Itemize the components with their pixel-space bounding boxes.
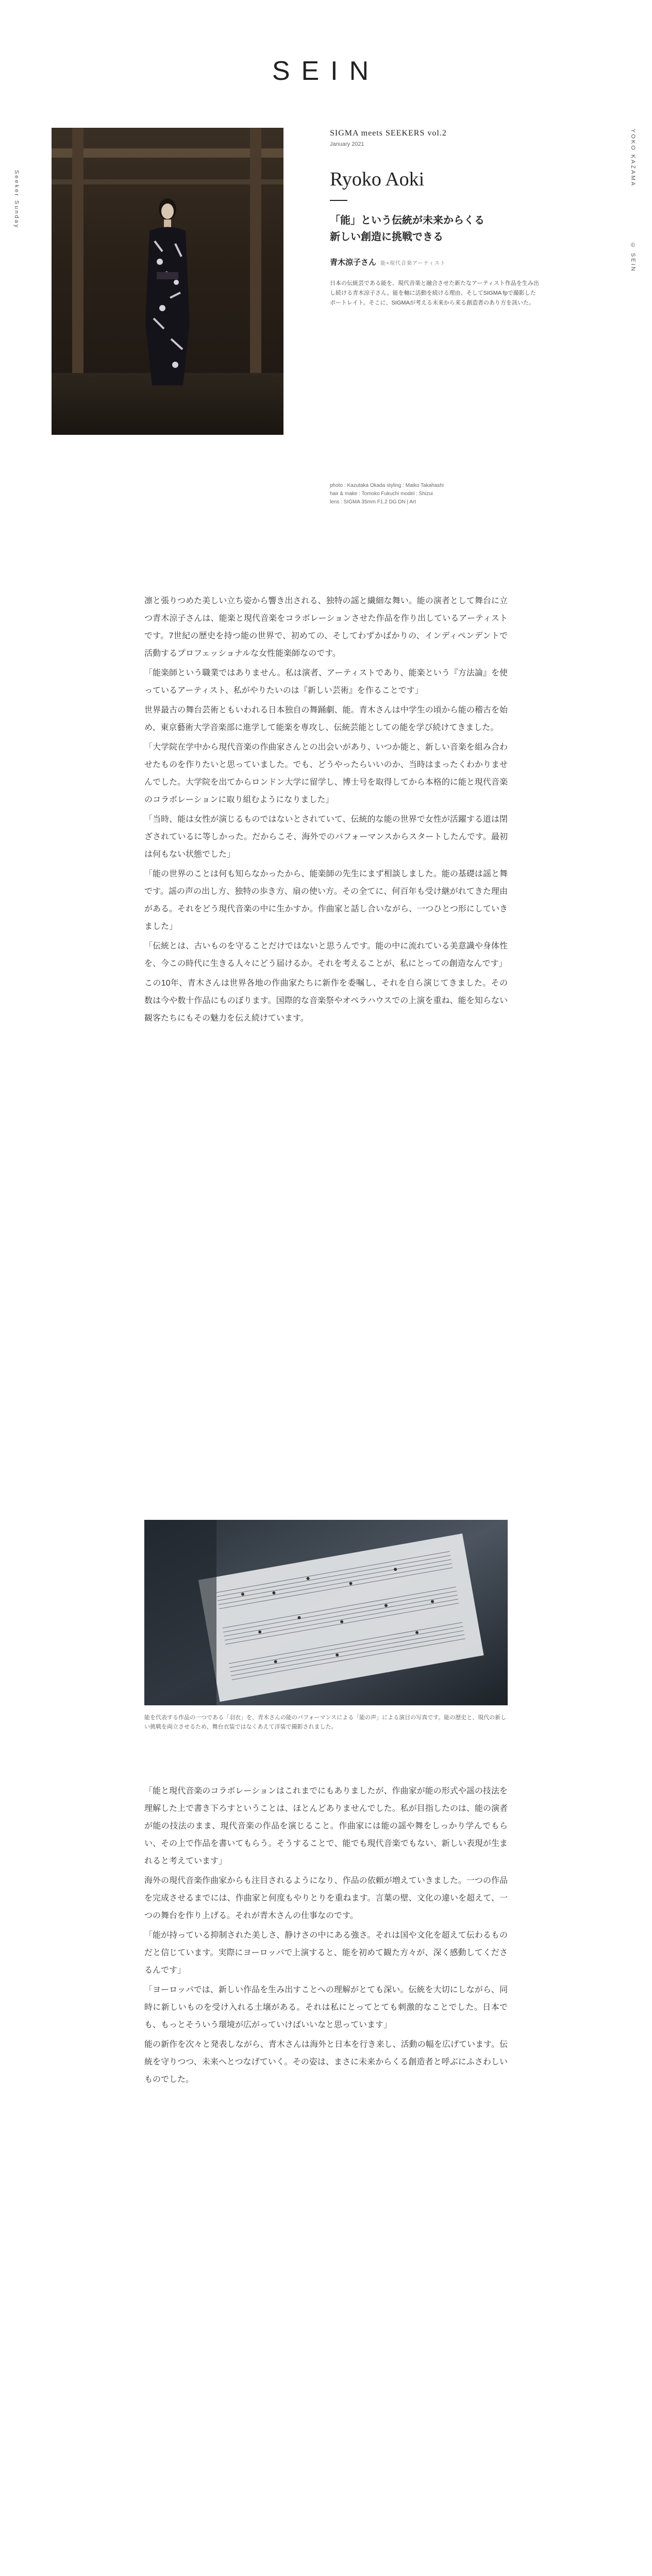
subject-name: 青木涼子さん 能×現代音楽アーティスト <box>330 258 446 267</box>
headline <box>330 212 546 245</box>
photo-1-block <box>144 1520 508 1732</box>
headline-line-2: 新しい創造に挑戦できる <box>330 231 443 243</box>
noh-score-photo <box>144 1520 508 1705</box>
photo-1-caption: 能を代表する作品の一つである「羽衣」を、青木さんの能のパフォーマンスによる「能の声」による演目の写真です。能の歴史と、現代の新しい挑戦を両立させるため、舞台衣装ではなくあえて洋装で撮影されました。 <box>144 1715 507 1730</box>
issue-label: January 2021 <box>330 141 364 147</box>
article-body-2 <box>144 1783 508 2091</box>
paragraph: この10年、青木さんは世界各地の作曲家たちに新作を委嘱し、それを自ら演じてきました。その数は今や数十作品にものぼります。国際的な音楽祭やオペラハウスでの上演を重ね、能を知らない観客たちにもその魅力を伝え続けています。 <box>144 979 508 1023</box>
paragraph: 「伝統とは、古いものを守ることだけではないと思うんです。能の中に流れている美意識や身体性を、今この時代に生きる人々にどう届けるか。それを考えることが、私にとっての創造なんです」 <box>144 942 508 968</box>
paragraph: 能の新作を次々と発表しながら、青木さんは海外と日本を行き来し、活動の幅を広げています。伝統を守りつつ、未来へとつなげていく。その姿は、まさに未来からくる創造者と呼ぶにふさわしいものでした。 <box>144 2040 508 2084</box>
paragraph: 「能と現代音楽のコラボレーションはこれまでにもありましたが、作曲家が能の形式や謡の技法を理解した上で書き下ろすということは、ほとんどありませんでした。私が目指したのは、能の演者が能の技法のまま、現代音楽の作品を演じること。作曲家には能の謡や舞をしっかり学んでもらい、その上で作品を書いてもらう。そうすることで、能でも現代音楽でもない、新しい表現が生まれると考えています」 <box>144 1787 508 1866</box>
side-label-left: Seeker Sunday <box>13 170 20 229</box>
series-title: SIGMA meets SEEKERS vol.2 <box>330 129 447 138</box>
photo-credits: photo : Kazutaka Okada styling : Maiko Takahashi hair & make : Tomoko Fukuchi model : Shizui lens : SIGMA 35mm F1.2 DG DN | Art <box>330 483 444 505</box>
subject-name-en: Ryoko Aoki <box>330 168 425 190</box>
article-body-1 <box>144 592 508 1029</box>
side-label-right-top: YOKO KAZAMA <box>630 129 636 188</box>
paragraph: 「大学院在学中から現代音楽の作曲家さんとの出会いがあり、いつか能と、新しい音楽を組み合わせたものを作りたいと思っていました。でも、どうやったらいいのか、当時はまったくわかりませんでした。大学院を出てからロンドン大学に留学し、博士号を取得してから本格的に能と現代音楽のコラボレーションに取り組むようになりました」 <box>144 743 508 804</box>
paragraph: 世界最古の舞台芸術ともいわれる日本独自の舞踊劇、能。青木さんは中学生の頃から能の稽古を始め、東京藝術大学音楽部に進学して能楽を専攻し、伝統芸能としての能を学び続けてきました。 <box>144 706 508 732</box>
hero-portrait-photo <box>52 128 283 435</box>
portrait-figure <box>139 195 196 391</box>
headline-line-1: 「能」という伝統が未来からくる <box>330 215 484 226</box>
paragraph: 「当時、能は女性が演じるものではないとされていて、伝統的な能の世界で女性が活躍する道は閉ざされているに等しかった。だからこそ、海外でのパフォーマンスからスタートしたんです。最初は何もない状態でした」 <box>144 815 508 859</box>
intro-text: 日本の伝統芸である能を、現代音楽と融合させた新たなアーティスト作品を生み出し続ける青木涼子さん。能を軸に活動を続ける理由、そしてSIGMA fpで撮影したポートレイト。そこに、SIGMAが考える未来から来る創造者のあり方を訊いた。 <box>330 280 539 306</box>
paragraph: 海外の現代音楽作曲家からも注目されるようになり、作品の依頼が増えていきました。一つの作品を完成させるまでには、作曲家と何度もやりとりを重ねます。言葉の壁、文化の違いを超えて、一つの舞台を作り上げる。それが青木さんの仕事なのです。 <box>144 1876 508 1920</box>
paragraph: 「能楽師という職業ではありません。私は演者、アーティストであり、能楽という『方法論』を使っているアーティスト、私がやりたいのは『新しい芸術』を作ることです」 <box>144 669 508 695</box>
site-logo[interactable]: SEIN <box>272 56 380 86</box>
paragraph: 「能の世界のことは何も知らなかったから、能楽師の先生にまず相談しました。能の基礎は謡と舞です。謡の声の出し方、独特の歩き方、扇の使い方。その全てに、何百年も受け継がれてきた理由がある。それをどう現代音楽の中に生かすか。作曲家と話し合いながら、一つひとつ形にしていきました」 <box>144 870 508 931</box>
title-rule <box>330 200 347 201</box>
paragraph: 「能が持っている抑制された美しさ、静けさの中にある強さ。それは国や文化を超えて伝わるものだと信じています。実際にヨーロッパで上演すると、能を初めて観た方々が、深く感動してくださるんです」 <box>144 1931 508 1975</box>
paragraph: 「ヨーロッパでは、新しい作品を生み出すことへの理解がとても深い。伝統を大切にしながら、同時に新しいものを受け入れる土壌がある。それは私にとってとても刺激的なことでした。日本でも、もっとそういう環境が広がっていけばいいなと思っています」 <box>144 1986 508 2029</box>
paragraph: 凛と張りつめた美しい立ち姿から響き出される、独特の謡と繊細な舞い。能の演者として舞台に立つ青木涼子さんは、能楽と現代音楽をコラボレーションさせた作品を作り出しているアーティストです。7世紀の歴史を持つ能の世界で、初めての、そしてわずかばかりの、インディペンデントで活動するプロフェッショナルな女性能楽師なのです。 <box>144 597 508 658</box>
side-label-right-bottom: © SEIN <box>630 242 636 273</box>
subject-role: 能×現代音楽アーティスト <box>380 261 446 266</box>
